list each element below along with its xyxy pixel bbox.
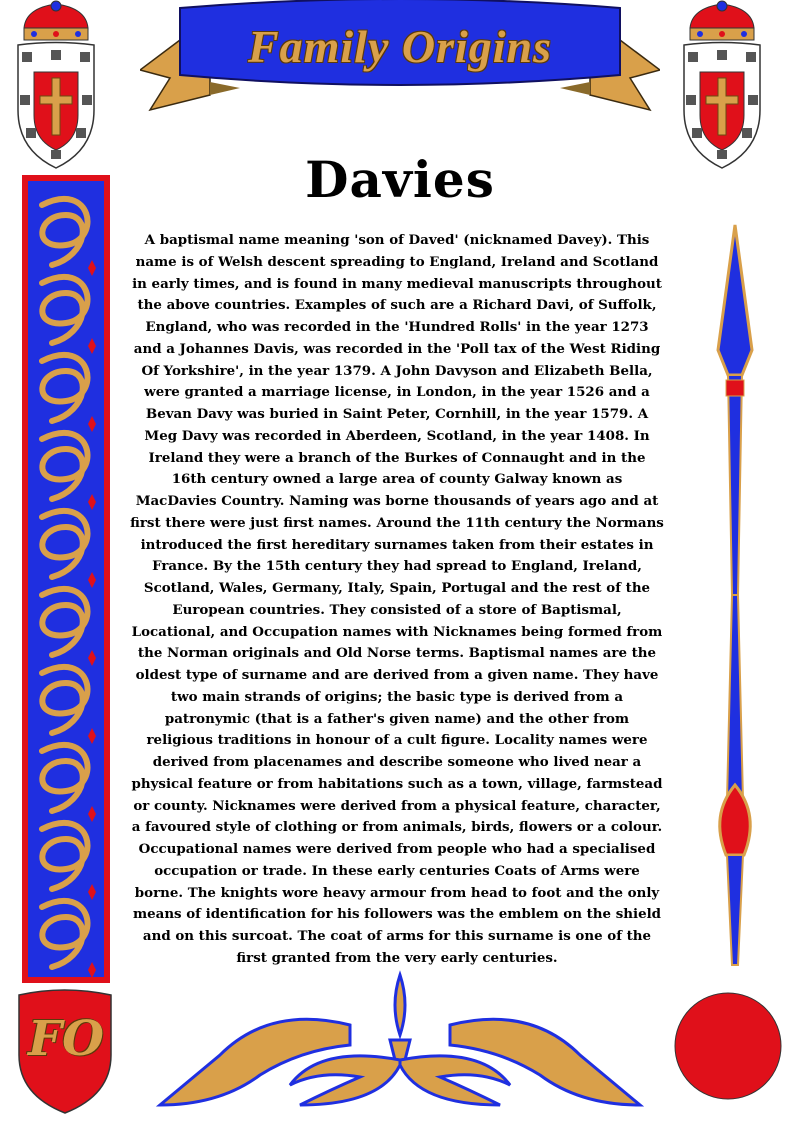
monogram-shield [14, 985, 116, 1115]
monogram-text: FO [28, 1011, 104, 1067]
crown-icon [24, 1, 88, 40]
red-seal [672, 990, 784, 1102]
celtic-border-panel [22, 175, 110, 983]
surname-title: Davies [305, 150, 495, 209]
coat-of-arms-left [6, 0, 106, 170]
floral-ornament [150, 965, 650, 1115]
origin-description: A baptismal name meaning 'son of Daved' (nicknamed Davey). This name is of Welsh descent spreading to England, Ireland and Scotland in early times, and is found in many medieval manuscripts throughout the above countries. Examples of such are a Richard Davi, of Suffolk, England, who was recorded in the 'Hundred Rolls' in the year 1273 and a Johannes Davis, was recorded in the 'Poll tax of the West Riding Of Yorkshire', in the year 1379. A John Davyson and Elizabeth Bella, were granted a marriage license, in London, in the year 1526 and a Bevan Davy was buried in Saint Peter, Cornhill, in the year 1579. A Meg Davy was recorded in Aberdeen, Scotland, in the year 1408. In Ireland they were a branch of the Burkes of Connaught and in the 16th century owned a large area of county Galway known as MacDavies Country. Naming was borne thousands of years ago and at first there were just first names. Around the 11th century the Normans introduced the first hereditary surnames taken from their estates in France. By the 15th century they had spread to England, Ireland, Scotland, Wales, Germany, Italy, Spain, Portugal and the rest of the European countries. They consisted of a store of Baptismal, Locational, and Occupation names with Nicknames being formed from the Norman originals and Old Norse terms. Baptismal names are the oldest type of surname and are derived from a given name. They have two main strands of origins; the basic type is derived from a patronymic (that is a father's given name) and the other from religious traditions in honour of a cult figure. Locality names were derived from placenames and describe someone who lived near a physical feature or from habitations such as a town, village, farmstead or county. Nicknames were derived from a physical feature, character, a favoured style of clothing or from animals, birds, flowers or a colour. Occupational names were derived from people who had a specialised occupation or trade. In these early centuries Coats of Arms were borne. The knights wore heavy armour from head to foot and the only means of identification for his followers was the emblem on the shield and on this surcoat. The coat of arms for this surname is one of the first granted from the very early centuries. [130, 232, 664, 966]
coat-of-arms-right [672, 0, 772, 170]
sword-ornament [680, 175, 780, 1025]
crown-icon [690, 1, 754, 40]
banner-title: Family Origins [247, 21, 553, 72]
